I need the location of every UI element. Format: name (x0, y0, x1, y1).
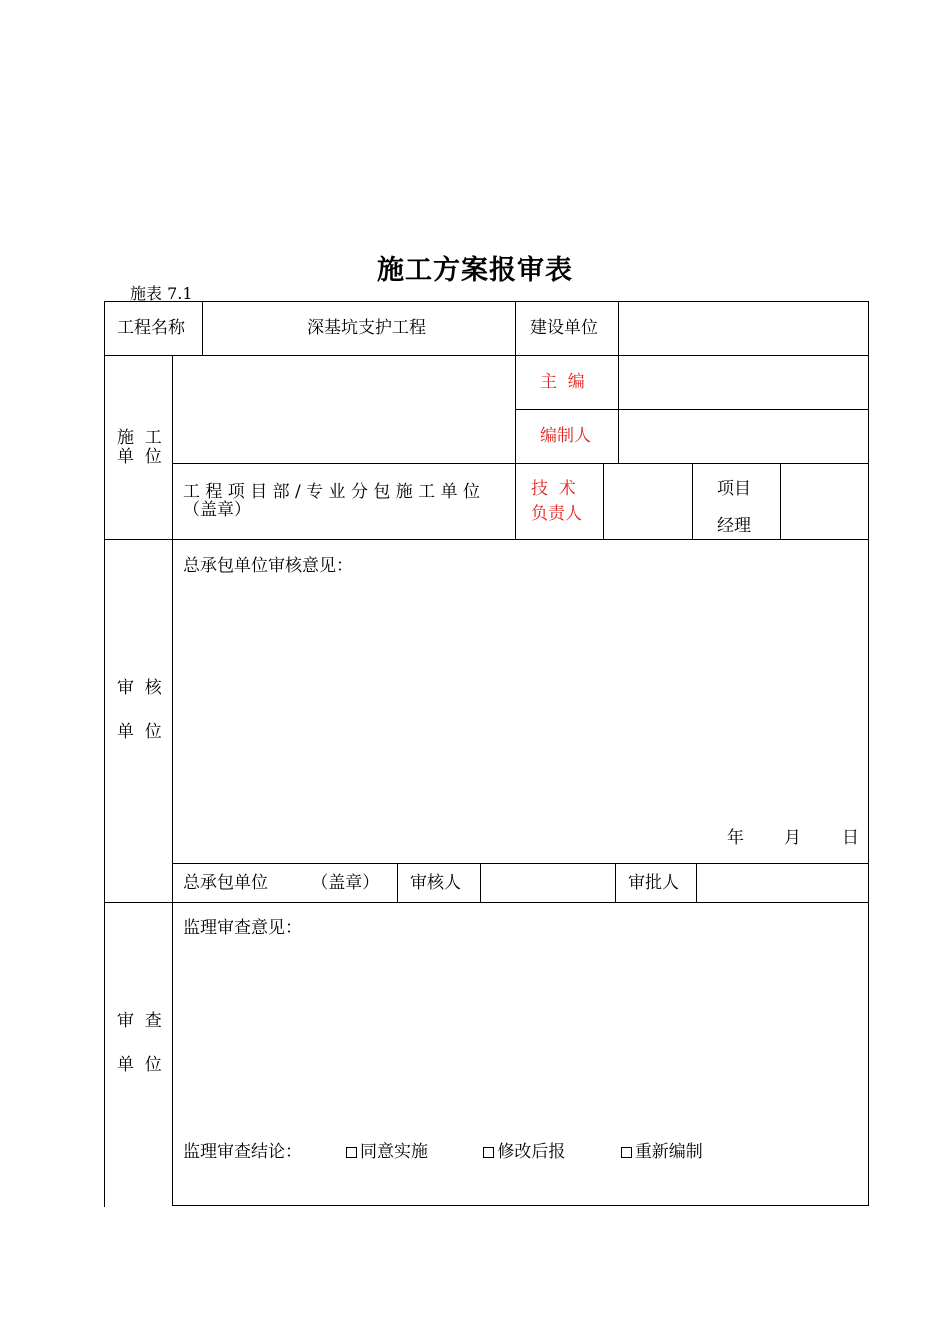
inspection-conclusion-label: 监理审查结论： (183, 1142, 302, 1162)
construction-unit-label: 施 工 (117, 428, 162, 448)
col-divider (515, 355, 516, 539)
tech-lead-label: 技 术 (531, 479, 576, 499)
table-left-border (104, 301, 105, 1207)
col-divider (480, 863, 481, 902)
table-right-border (868, 301, 869, 1206)
project-name-label: 工程名称 (117, 318, 185, 338)
col-divider (603, 463, 604, 539)
form-title: 施工方案报审表 (377, 255, 573, 286)
tech-lead-label: 负责人 (531, 504, 582, 524)
table-top-border (104, 301, 869, 302)
project-department-label: 工 程 项 目 部 / 专 业 分 包 施 工 单 位 (183, 482, 480, 502)
col-divider (618, 355, 619, 463)
approver-label: 审批人 (628, 873, 679, 893)
seal-label: （盖章） (183, 500, 251, 520)
compiler-label: 编制人 (540, 426, 591, 446)
project-name-value[interactable]: 深基坑支护工程 (307, 318, 426, 338)
checkbox-icon[interactable] (621, 1147, 632, 1158)
date-year: 年 (727, 828, 744, 848)
option-revise[interactable]: 修改后报 (483, 1142, 565, 1162)
review-unit-label: 审 核 (117, 678, 162, 698)
conclusion-options (346, 1144, 753, 1161)
row-divider (172, 863, 869, 864)
date-day: 日 (842, 828, 859, 848)
owner-unit-label: 建设单位 (530, 318, 598, 338)
col-divider (397, 863, 398, 902)
checkbox-icon[interactable] (483, 1147, 494, 1158)
form-number: 施表 7.1 (130, 284, 193, 303)
row-divider (104, 902, 869, 903)
row-divider (104, 539, 869, 540)
col-divider (515, 301, 516, 355)
project-manager-label: 项目 (717, 479, 751, 499)
inspection-opinion-label: 监理审查意见： (183, 918, 302, 938)
option-redo[interactable]: 重新编制 (621, 1142, 703, 1162)
date-month: 月 (784, 828, 801, 848)
table-bottom-border (172, 1205, 869, 1206)
project-manager-label: 经理 (717, 516, 751, 536)
row-divider (172, 463, 869, 464)
row-divider (515, 409, 869, 410)
col-divider (618, 301, 619, 355)
reviewer-label: 审核人 (410, 873, 461, 893)
col-divider (202, 301, 203, 355)
col-divider (172, 355, 173, 1206)
row-divider (104, 355, 869, 356)
col-divider (696, 863, 697, 902)
construction-unit-label: 单 位 (117, 447, 162, 467)
option-approve[interactable]: 同意实施 (346, 1142, 428, 1162)
col-divider (692, 463, 693, 539)
inspection-unit-label: 审 查 (117, 1011, 162, 1031)
review-opinion-label: 总承包单位审核意见： (183, 556, 353, 576)
general-contractor-seal: 总承包单位 （盖章） (183, 873, 380, 893)
review-unit-label: 单 位 (117, 722, 162, 742)
inspection-unit-label: 单 位 (117, 1055, 162, 1075)
col-divider (615, 863, 616, 902)
chief-editor-label: 主 编 (540, 372, 585, 392)
col-divider (780, 463, 781, 539)
checkbox-icon[interactable] (346, 1147, 357, 1158)
